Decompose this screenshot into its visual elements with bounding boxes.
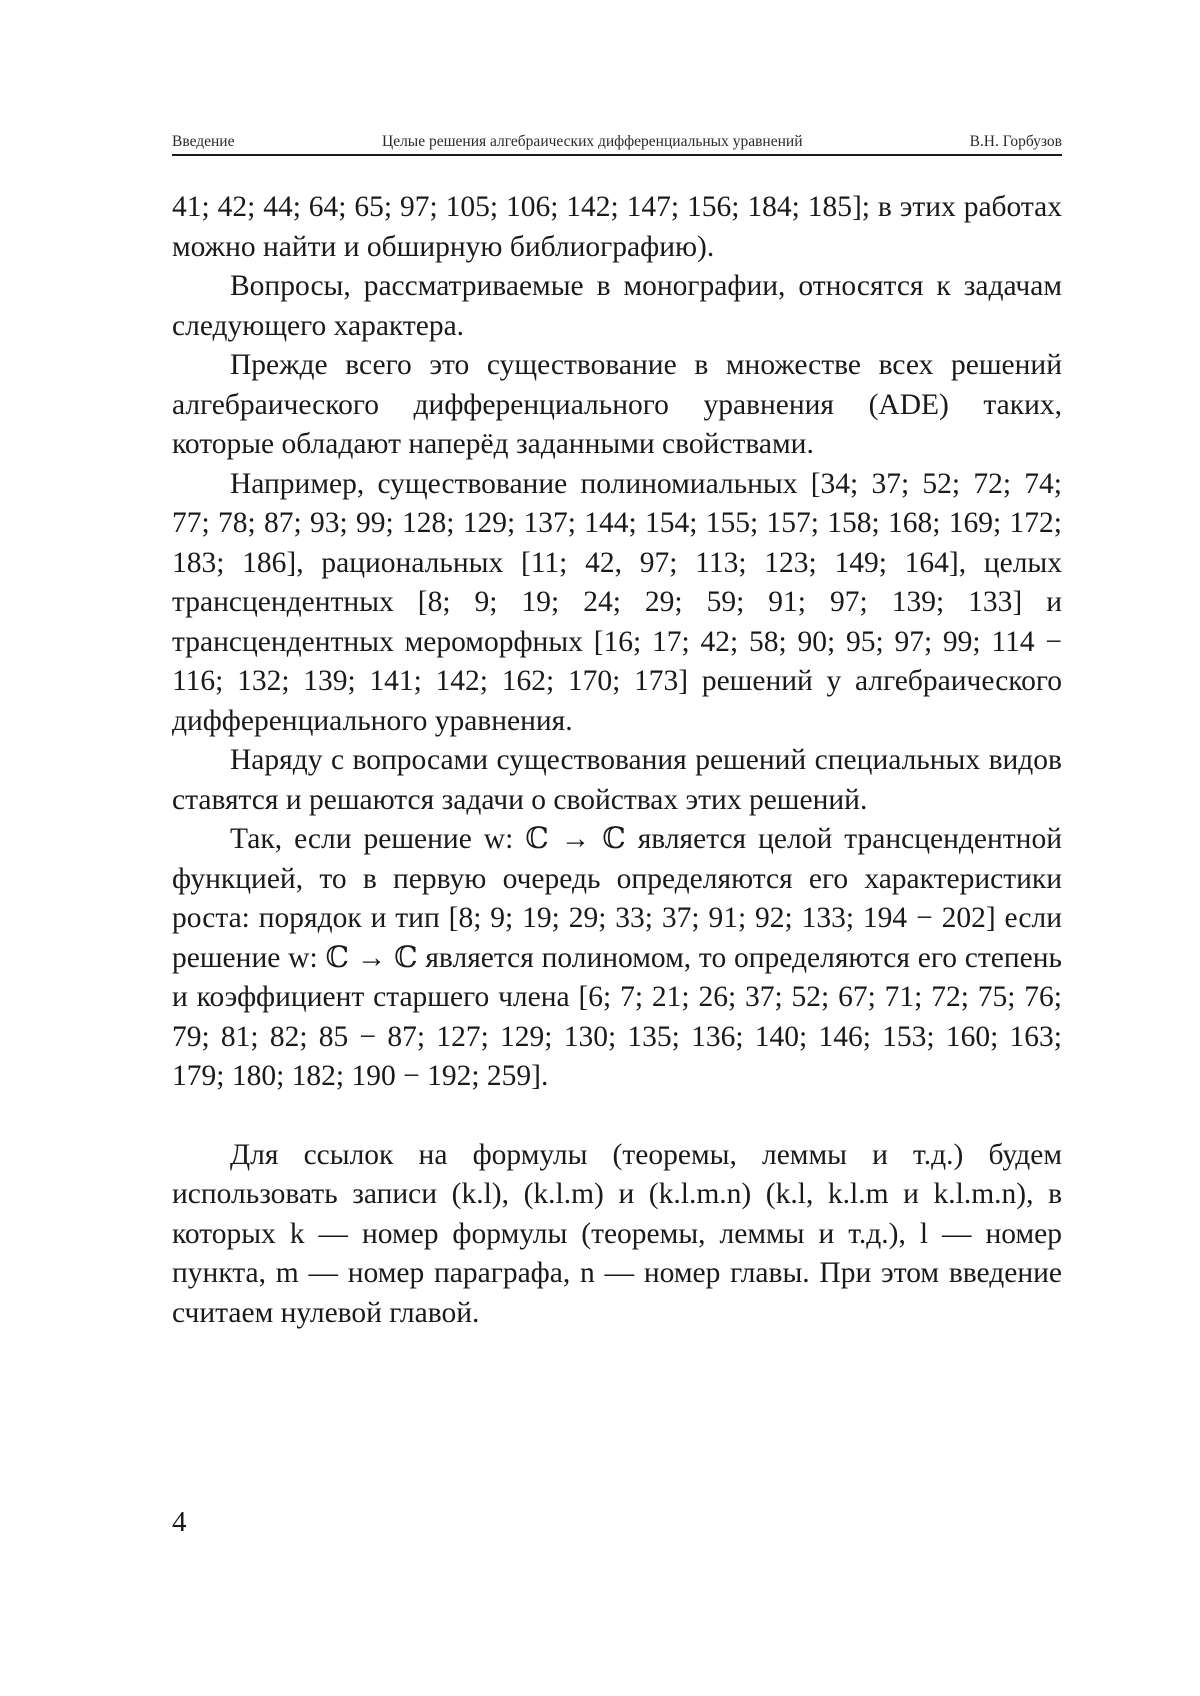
paragraph: Прежде всего это существование в множестве всех решений алгебраического дифференциального уравнения (ADE) таких, которые обладают наперёд заданными свойствами. (172, 349, 1062, 460)
running-header (172, 130, 1062, 156)
paragraph: Наряду с вопросами существования решений специальных видов ставятся и решаются задачи о свойствах этих решений. (172, 744, 1062, 816)
paragraph: Так, если решение w: ℂ → ℂ является целой трансцендентной функцией, то в первую очередь определяются его характеристики роста: порядок и тип [8; 9; 19; 29; 33; 37; 91; 92; 133; 194 − 202] если решение w: ℂ → ℂ является полиномом, то определяются его степень и коэффициент старшего члена [6; 7; 21; 26; 37; 52; 67; 71; 72; 75; 76; 79; 81; 82; 85 − 87; 127; 129; 130; 135; 136; 140; 146; 153; 160; 163; 179; 180; 182; 190 − 192; 259]. (172, 823, 1062, 1092)
paragraph: Вопросы, рассматриваемые в монографии, относятся к задачам следующего характера. (172, 270, 1062, 342)
header-author: В.Н. Горбузов (969, 133, 1062, 150)
paragraph-notation: Для ссылок на формулы (теоремы, леммы и т.д.) будем использовать записи (k.l), (k.l.m) и (k.l.m.n) (k.l, k.l.m и k.l.m.n), в которых k — номер формулы (теоремы, леммы и т.д.), l — номер пункта, m — номер параграфа, n — номер главы. При этом введение считаем нулевой главой. (172, 1138, 1062, 1329)
header-book-title: Целые решения алгебраических дифференциальных уравнений (382, 133, 803, 150)
paragraph-continued: 41; 42; 44; 64; 65; 97; 105; 106; 142; 147; 156; 184; 185]; в этих работах можно найти и обширную библиографию). (172, 191, 1062, 263)
page-body (172, 188, 1062, 1333)
page-number: 4 (172, 1506, 187, 1538)
header-section-title: Введение (172, 133, 235, 150)
paragraph: Например, существование полиномиальных [34; 37; 52; 72; 74; 77; 78; 87; 93; 99; 128; 129; 137; 144; 154; 155; 157; 158; 168; 169; 172; 183; 186], рациональных [11; 42, 97; 113; 123; 149; 164], целых трансцендентных [8; 9; 19; 24; 29; 59; 91; 97; 139; 133] и трансцендентных мероморфных [16; 17; 42; 58; 90; 95; 97; 99; 114 − 116; 132; 139; 141; 142; 162; 170; 173] решений у алгебраического дифференциального уравнения. (172, 467, 1062, 737)
